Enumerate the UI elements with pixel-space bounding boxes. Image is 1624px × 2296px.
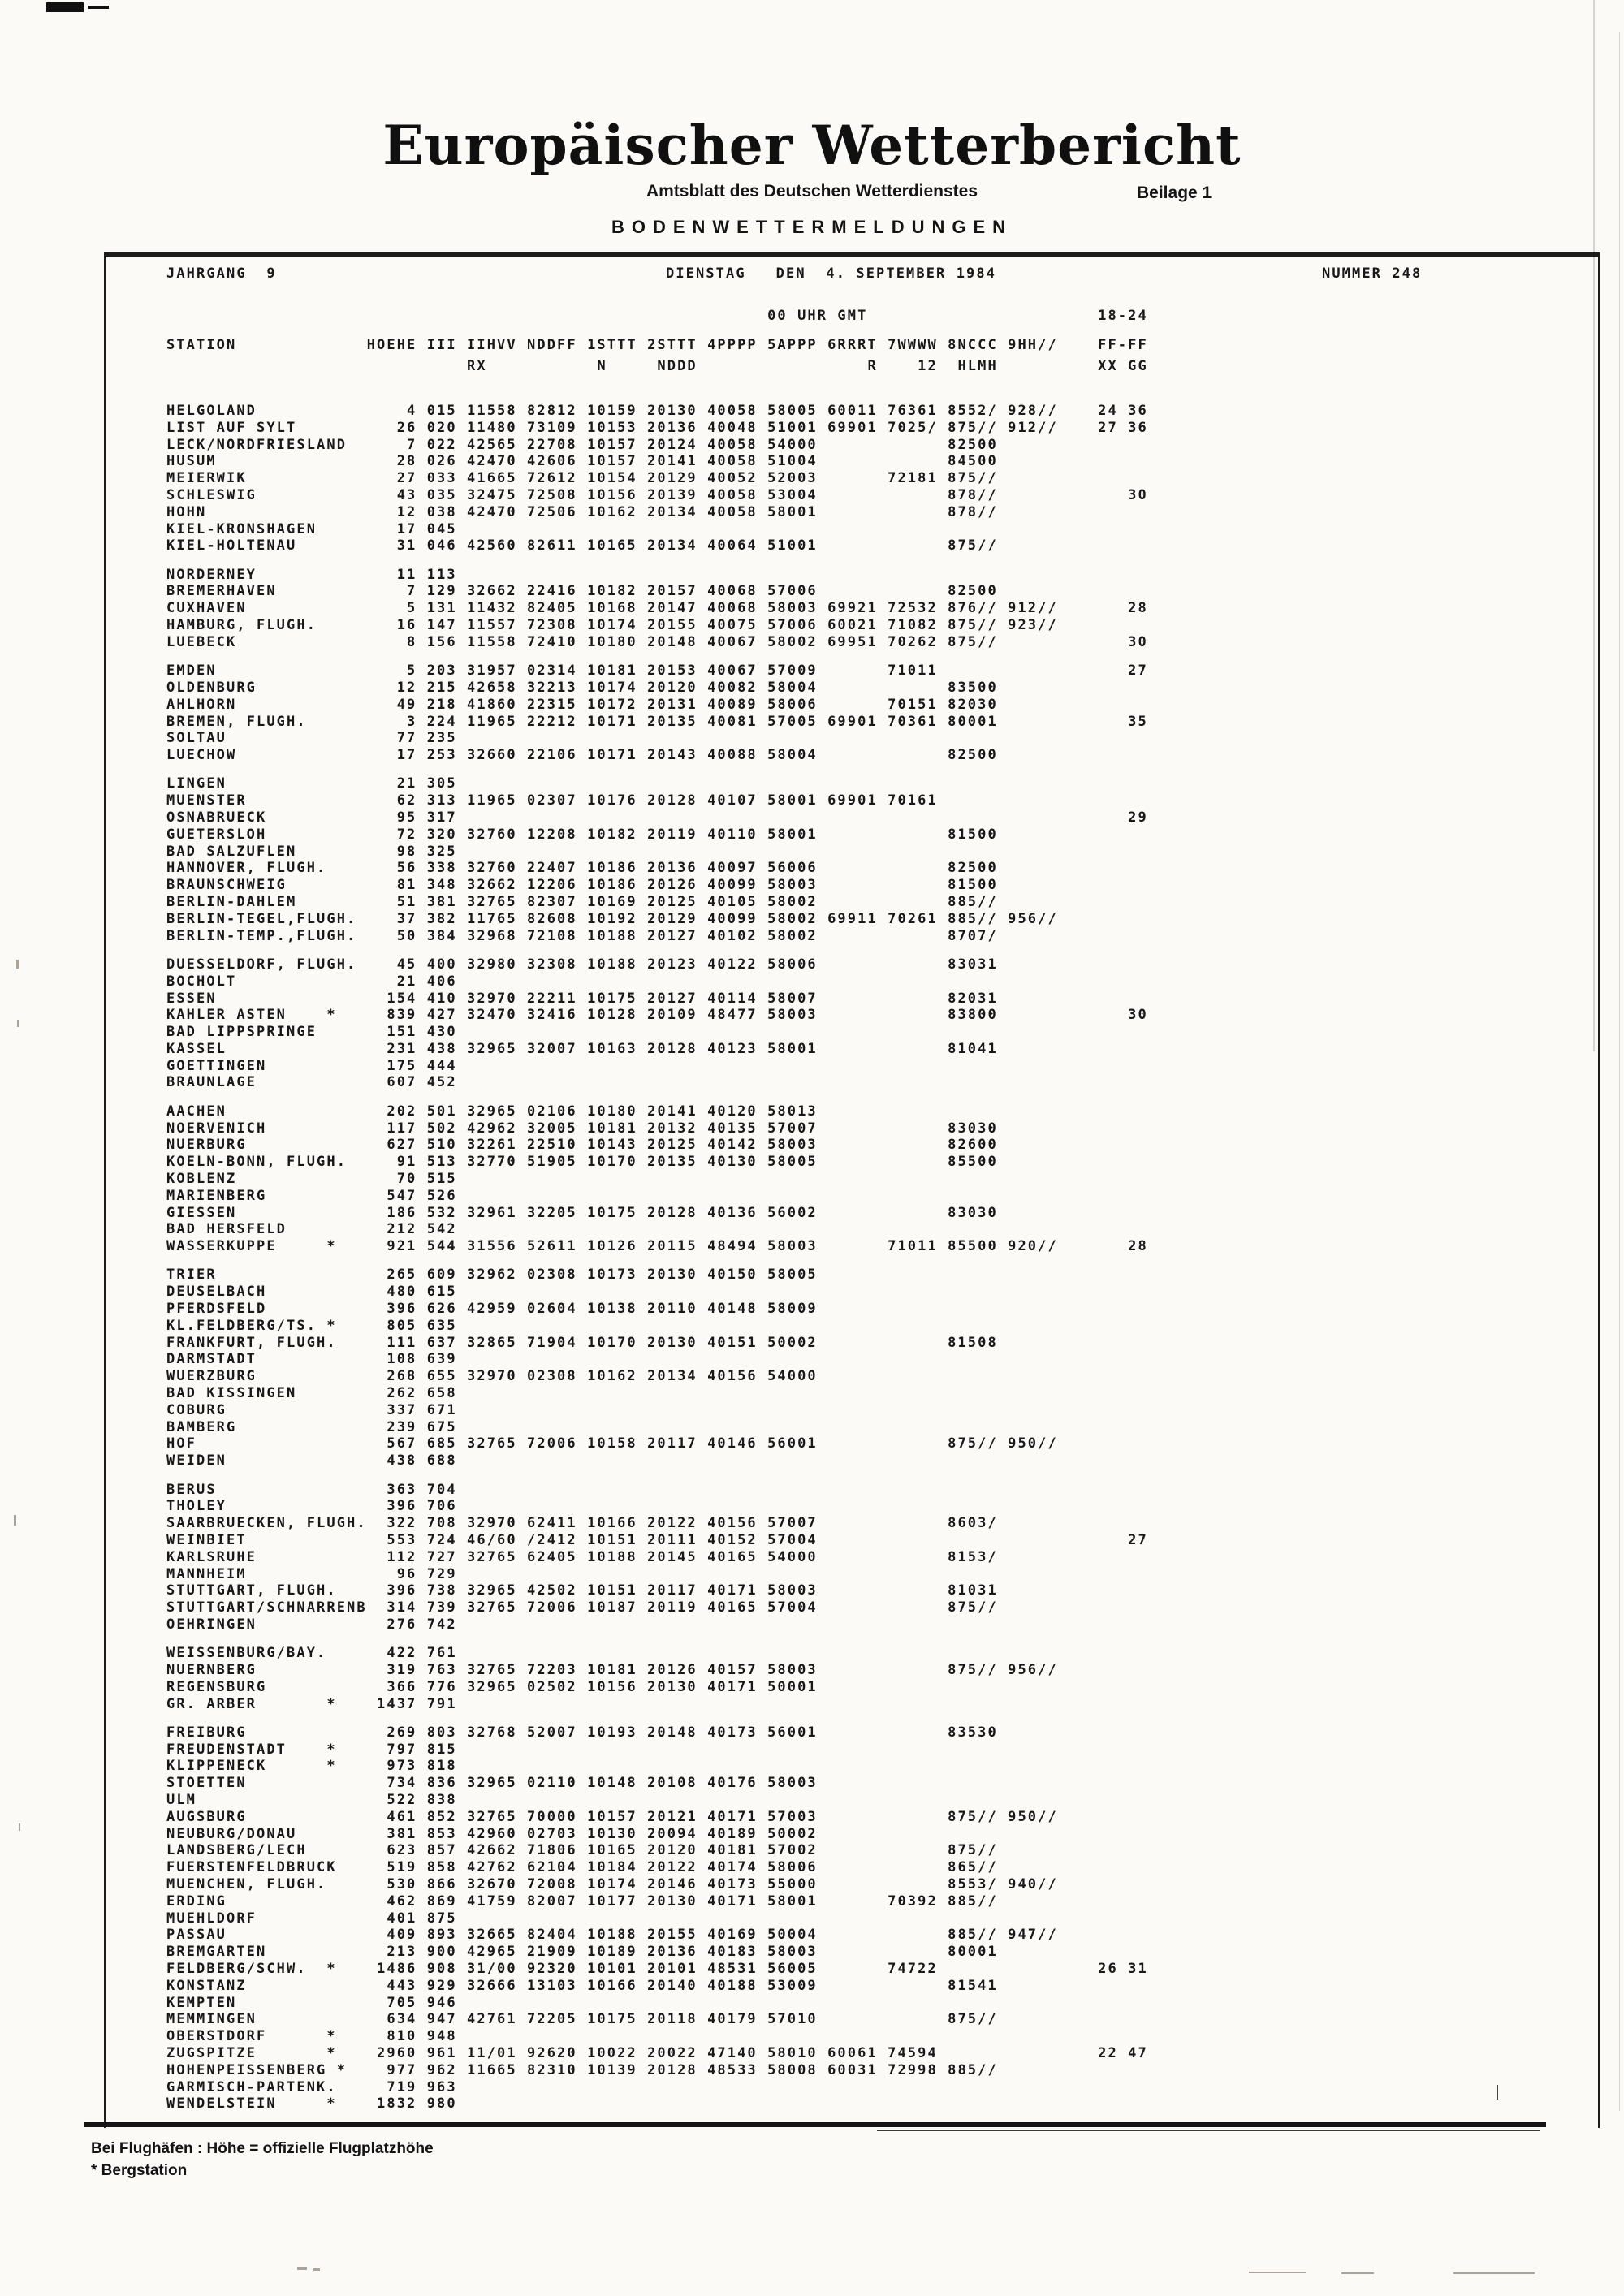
table-row: BAD SALZUFLEN 98 325: [166, 843, 457, 860]
table-row: BREMERHAVEN 7 129 32662 22416 10182 20157 40068 57006 82500: [166, 583, 998, 600]
table-row: LIST AUF SYLT 26 020 11480 73109 10153 20136 40048 51001 69901 7025/ 875// 912// 27 36: [166, 419, 1148, 436]
page-subtitle: Amtsblatt des Deutschen Wetterdienstes: [646, 182, 978, 201]
table-row: FREUDENSTADT * 797 815: [166, 1741, 457, 1758]
table-row: KAHLER ASTEN * 839 427 32470 32416 10128 20109 48477 58003 83800 30: [166, 1007, 1148, 1024]
block-gap: [166, 1255, 1148, 1267]
table-row: FREIBURG 269 803 32768 52007 10193 20148 40173 56001 83530: [166, 1724, 998, 1741]
table-row: KARLSRUHE 112 727 32765 62405 10188 20145 40165 54000 8153/: [166, 1548, 998, 1565]
table-row: WUERZBURG 268 655 32970 02308 10162 20134 40156 54000: [166, 1368, 818, 1385]
table-row: NOERVENICH 117 502 42962 32005 10181 20132 40135 57007 83030: [166, 1120, 998, 1137]
table-row: HOHN 12 038 42470 72506 10162 20134 40058 58001 878//: [166, 503, 998, 520]
scan-margin-tick: [17, 1020, 19, 1027]
table-row: FELDBERG/SCHW. * 1486 908 31/00 92320 10101 20101 48531 56005 74722 26 31: [166, 1961, 1148, 1978]
table-row: AACHEN 202 501 32965 02106 10180 20141 40120 58013: [166, 1103, 818, 1120]
page-title: Europäischer Wetterbericht: [382, 114, 1242, 177]
table-row: ULM 522 838: [166, 1792, 457, 1809]
table-row: KEMPTEN 705 946: [166, 1994, 457, 2011]
table-row: OLDENBURG 12 215 42658 32213 10174 20120 40082 58004 83500: [166, 679, 998, 696]
block-gap: [166, 1470, 1148, 1482]
table-time-header: 00 UHR GMT 18-24: [166, 308, 1148, 324]
table-row: DARMSTADT 108 639: [166, 1351, 457, 1368]
block-gap: [166, 1712, 1148, 1724]
scan-bottom-dash: [1453, 2272, 1535, 2274]
scan-bottom-dash: [297, 2267, 307, 2270]
table-row: WENDELSTEIN * 1832 980: [166, 2095, 457, 2113]
issue-number: NUMMER 248: [1322, 265, 1423, 282]
table-row: LANDSBERG/LECH 623 857 42662 71806 10165 20120 40181 57002 875//: [166, 1842, 998, 1859]
table-row: BAD KISSINGEN 262 658: [166, 1385, 457, 1402]
table-row: BERLIN-TEMP.,FLUGH. 50 384 32968 72108 10188 20127 40102 58002 8707/: [166, 927, 998, 944]
scan-corner-mark: [46, 2, 84, 12]
table-row: KOBLENZ 70 515: [166, 1170, 457, 1187]
table-row: KLIPPENECK * 973 818: [166, 1758, 457, 1775]
table-row: MEMMINGEN 634 947 42761 72205 10175 20118 40179 57010 875//: [166, 2011, 998, 2028]
table-row: DEUSELBACH 480 615: [166, 1284, 457, 1301]
table-row: PASSAU 409 893 32665 82404 10188 20155 40169 50004 885// 947//: [166, 1927, 1058, 1944]
table-row: MUEHLDORF 401 875: [166, 1910, 457, 1927]
table-row: GOETTINGEN 175 444: [166, 1057, 457, 1074]
supplement-label: Beilage 1: [1137, 183, 1212, 202]
table-row: STUTTGART, FLUGH. 396 738 32965 42502 10151 20117 40171 58003 81031: [166, 1582, 998, 1599]
table-row: BAD LIPPSPRINGE 151 430: [166, 1024, 457, 1041]
table-row: HAMBURG, FLUGH. 16 147 11557 72308 10174 20155 40075 57006 60021 71082 875// 923//: [166, 617, 1058, 634]
table-header-line1: STATION HOEHE III IIHVV NDDFF 1STTT 2STTT 4PPPP 5APPP 6RRRT 7WWWW 8NCCC 9HH// FF-FF: [166, 337, 1148, 353]
table-row: FRANKFURT, FLUGH. 111 637 32865 71904 10170 20130 40151 50002 81508: [166, 1334, 998, 1351]
table-row: ERDING 462 869 41759 82007 10177 20130 40171 58001 70392 885//: [166, 1892, 998, 1910]
block-gap: [166, 651, 1148, 663]
table-row: BOCHOLT 21 406: [166, 973, 457, 990]
table-row: WEINBIET 553 724 46/60 /2412 10151 20111 40152 57004 27: [166, 1531, 1148, 1548]
table-row: KOELN-BONN, FLUGH. 91 513 32770 51905 10170 20135 40130 58005 85500: [166, 1154, 998, 1171]
scan-margin-tick: [19, 1823, 20, 1831]
table-row: SOLTAU 77 235: [166, 730, 457, 747]
scan-corner-mark-2: [88, 6, 109, 9]
table-row: DUESSELDORF, FLUGH. 45 400 32980 32308 10188 20123 40122 58006 83031: [166, 956, 998, 973]
block-gap: [166, 944, 1148, 956]
table-row: EMDEN 5 203 31957 02314 10181 20153 40067 57009 71011 27: [166, 662, 1148, 680]
table-row: GR. ARBER * 1437 791: [166, 1695, 457, 1712]
station-table-body: [166, 403, 1148, 2113]
table-row: BERLIN-DAHLEM 51 381 32765 82307 10169 20125 40105 58002 885//: [166, 894, 998, 911]
table-row: TRIER 265 609 32962 02308 10173 20130 40150 58005: [166, 1267, 818, 1284]
table-row: LINGEN 21 305: [166, 775, 457, 792]
table-row: NORDERNEY 11 113: [166, 566, 457, 583]
table-row: MUENSTER 62 313 11965 02307 10176 20128 40107 58001 69901 70161: [166, 792, 938, 809]
table-row: ZUGSPITZE * 2960 961 11/01 92620 10022 20022 47140 58010 60061 74594 22 47: [166, 2045, 1148, 2062]
table-row: BERLIN-TEGEL,FLUGH. 37 382 11765 82608 10192 20129 40099 58002 69911 70261 885// 956//: [166, 910, 1058, 927]
table-row: BREMGARTEN 213 900 42965 21909 10189 20136 40183 58003 80001: [166, 1944, 998, 1961]
table-row: HUSUM 28 026 42470 42606 10157 20141 40058 51004 84500: [166, 453, 998, 470]
table-row: REGENSBURG 366 776 32965 02502 10156 20130 40171 50001: [166, 1678, 818, 1695]
table-row: HELGOLAND 4 015 11558 82812 10159 20130 40058 58005 60011 76361 8552/ 928// 24 36: [166, 403, 1148, 419]
table-row: HOHENPEISSENBERG * 977 962 11665 82310 10139 20128 48533 58008 60031 72998 885//: [166, 2061, 998, 2078]
table-row: NEUBURG/DONAU 381 853 42960 02703 10130 20094 40189 50002: [166, 1825, 818, 1842]
table-header-line2: RX N NDDD R 12 HLMH XX GG: [166, 358, 1148, 374]
table-row: BREMEN, FLUGH. 3 224 11965 22212 10171 20135 40081 57005 69901 70361 80001 35: [166, 713, 1148, 730]
table-row: GIESSEN 186 532 32961 32205 10175 20128 40136 56002 83030: [166, 1204, 998, 1221]
table-row: SCHLESWIG 43 035 32475 72508 10156 20139 40058 53004 878// 30: [166, 486, 1148, 503]
table-row: BRAUNLAGE 607 452: [166, 1074, 457, 1091]
table-row: KASSEL 231 438 32965 32007 10163 20128 40123 58001 81041: [166, 1040, 998, 1057]
report-bottom-rule: [84, 2122, 1546, 2127]
table-row: MARIENBERG 547 526: [166, 1187, 457, 1204]
scan-edge-line-2: [1619, 32, 1620, 2111]
table-row: NUERNBERG 319 763 32765 72203 10181 20126 40157 58003 875// 956//: [166, 1661, 1058, 1678]
table-row: STUTTGART/SCHNARRENB 314 739 32765 72006 10187 20119 40165 57004 875//: [166, 1599, 998, 1616]
table-row: AHLHORN 49 218 41860 22315 10172 20131 40089 58006 70151 82030: [166, 696, 998, 713]
table-row: NUERBURG 627 510 32261 22510 10143 20125 40142 58003 82600: [166, 1137, 998, 1154]
table-row: OEHRINGEN 276 742: [166, 1616, 457, 1633]
table-row: WASSERKUPPE * 921 544 31556 52611 10126 20115 48494 58003 71011 85500 920// 28: [166, 1238, 1148, 1255]
report-bottom-rule-shadow: [877, 2130, 1540, 2131]
section-heading: BODENWETTERMELDUNGEN: [611, 217, 1013, 237]
table-row: MEIERWIK 27 033 41665 72612 10154 20129 40052 52003 72181 875//: [166, 470, 998, 487]
table-row: MANNHEIM 96 729: [166, 1565, 457, 1582]
table-row: WEISSENBURG/BAY. 422 761: [166, 1645, 457, 1662]
footnote-airports: Bei Flughäfen : Höhe = offizielle Flugplatzhöhe: [91, 2140, 434, 2157]
table-row: KL.FELDBERG/TS. * 805 635: [166, 1317, 457, 1334]
table-row: KONSTANZ 443 929 32666 13103 10166 20140 40188 53009 81541: [166, 1977, 998, 1994]
table-row: PFERDSFELD 396 626 42959 02604 10138 20110 40148 58009: [166, 1301, 818, 1318]
footnote-bergstation: * Bergstation: [91, 2162, 188, 2179]
table-row: SAARBRUECKEN, FLUGH. 322 708 32970 62411 10166 20122 40156 57007 8603/: [166, 1515, 998, 1532]
table-row: OSNABRUECK 95 317 29: [166, 809, 1148, 826]
table-row: LECK/NORDFRIESLAND 7 022 42565 22708 10157 20124 40058 54000 82500: [166, 436, 998, 453]
table-row: KIEL-HOLTENAU 31 046 42560 82611 10165 20134 40064 51001 875//: [166, 537, 998, 555]
table-row: BAD HERSFELD 212 542: [166, 1221, 457, 1238]
block-gap: [166, 1634, 1148, 1646]
table-row: AUGSBURG 461 852 32765 70000 10157 20121 40171 57003 875// 950//: [166, 1808, 1058, 1825]
table-row: BAMBERG 239 675: [166, 1418, 457, 1435]
table-row: WEIDEN 438 688: [166, 1452, 457, 1470]
table-row: FUERSTENFELDBRUCK 519 858 42762 62104 10184 20122 40174 58006 865//: [166, 1859, 998, 1876]
table-row: STOETTEN 734 836 32965 02110 10148 20108 40176 58003: [166, 1775, 818, 1792]
table-row: GUETERSLOH 72 320 32760 12208 10182 20119 40110 58001 81500: [166, 826, 998, 843]
table-row: KIEL-KRONSHAGEN 17 045: [166, 520, 457, 537]
volume-label: JAHRGANG 9: [166, 265, 277, 282]
block-gap: [166, 1091, 1148, 1103]
table-row: OBERSTDORF * 810 948: [166, 2028, 457, 2045]
table-row: BERUS 363 704: [166, 1481, 457, 1498]
table-row: BRAUNSCHWEIG 81 348 32662 12206 10186 20126 40099 58003 81500: [166, 877, 998, 894]
table-row: LUEBECK 8 156 11558 72410 10180 20148 40067 58002 69951 70262 875// 30: [166, 633, 1148, 650]
table-row: THOLEY 396 706: [166, 1498, 457, 1515]
table-row: COBURG 337 671: [166, 1401, 457, 1418]
table-row: CUXHAVEN 5 131 11432 82405 10168 20147 40068 58003 69921 72532 876// 912// 28: [166, 600, 1148, 617]
scan-margin-tick: [16, 960, 19, 969]
scan-margin-tick: [14, 1515, 16, 1526]
scan-bottom-dash: [313, 2268, 320, 2271]
scan-bottom-dash: [1249, 2272, 1306, 2273]
table-row: LUECHOW 17 253 32660 22106 10171 20143 40088 58004 82500: [166, 747, 998, 764]
table-row: ESSEN 154 410 32970 22211 10175 20127 40114 58007 82031: [166, 990, 998, 1007]
table-row: HANNOVER, FLUGH. 56 338 32760 22407 10186 20136 40097 56006 82500: [166, 860, 998, 877]
table-row: MUENCHEN, FLUGH. 530 866 32670 72008 10174 20146 40173 55000 8553/ 940//: [166, 1876, 1058, 1893]
scan-bottom-dash: [1341, 2272, 1374, 2274]
issue-date: DIENSTAG DEN 4. SEPTEMBER 1984: [666, 265, 997, 282]
table-row: HOF 567 685 32765 72006 10158 20117 40146 56001 875// 950//: [166, 1435, 1058, 1452]
table-row: GARMISCH-PARTENK. 719 963: [166, 2078, 457, 2095]
block-gap: [166, 555, 1148, 567]
block-gap: [166, 764, 1148, 776]
